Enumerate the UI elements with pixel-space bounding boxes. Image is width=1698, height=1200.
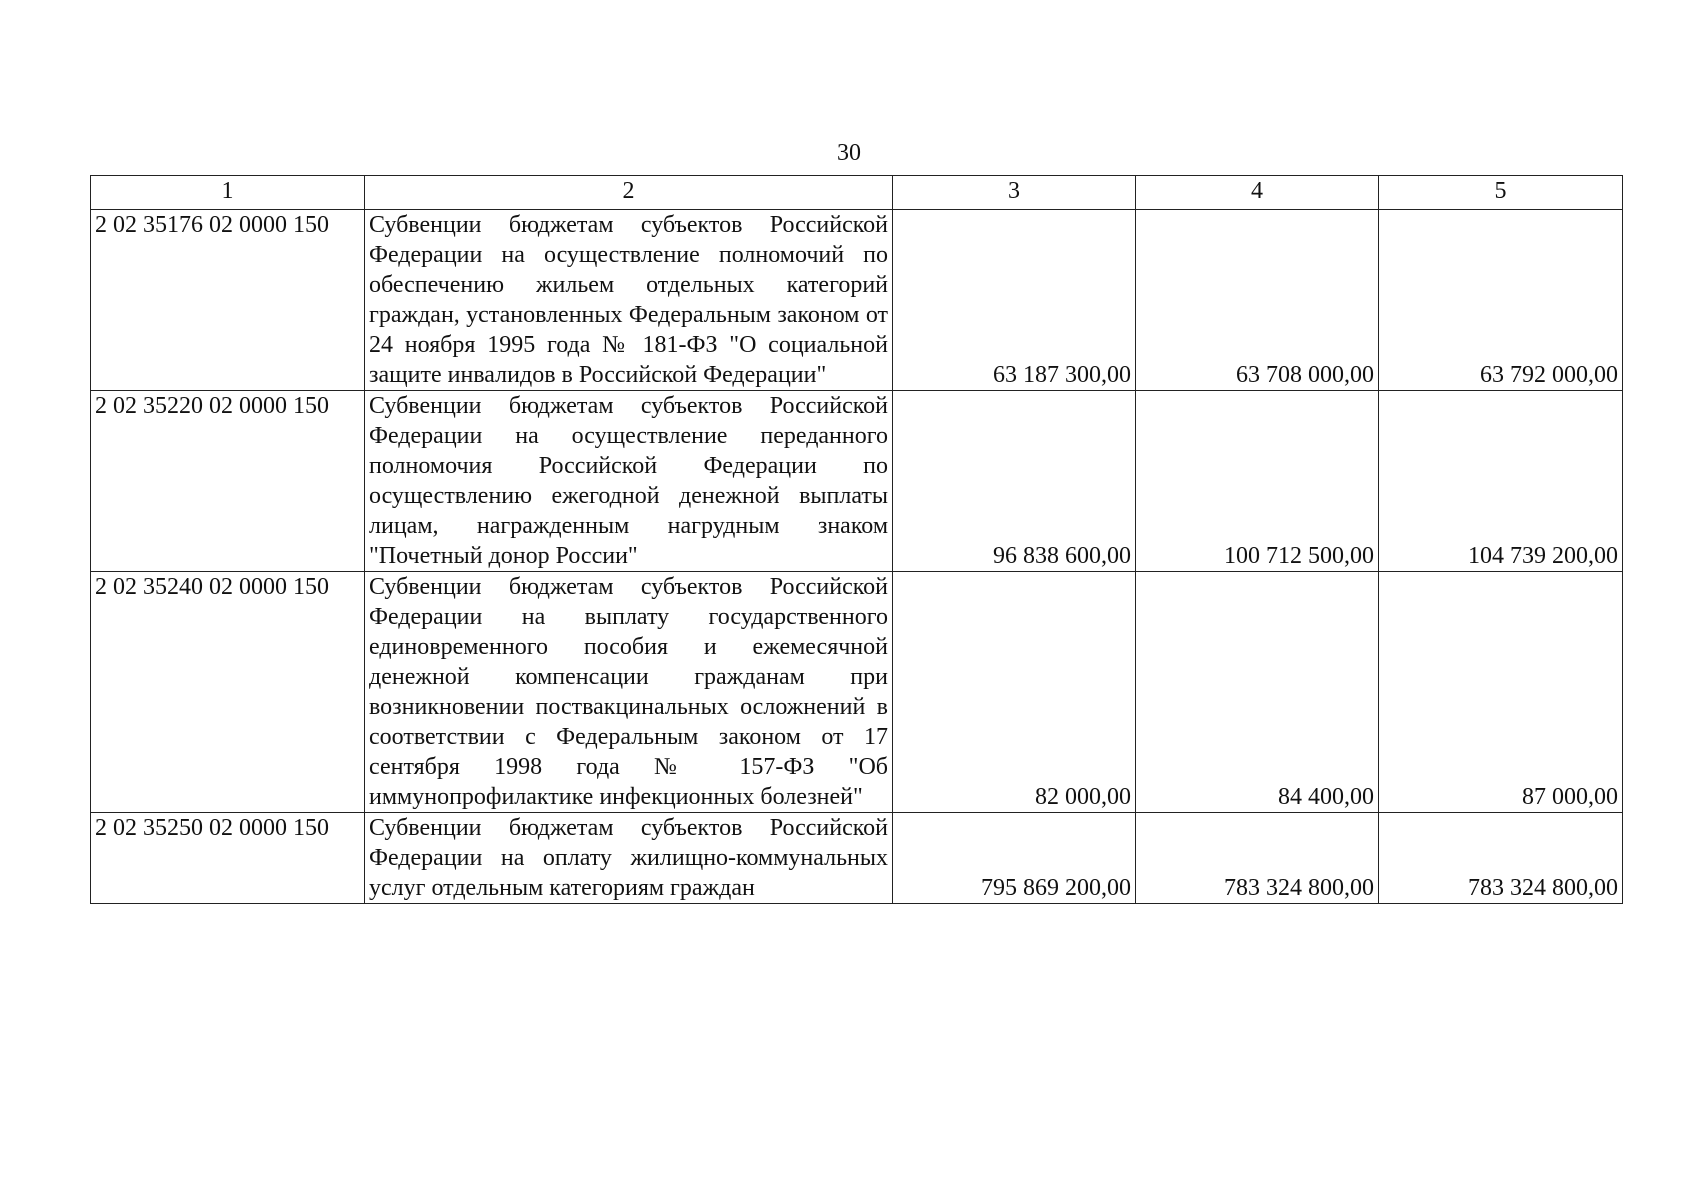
description-cell: Субвенции бюджетам субъектов Российской Федерации на осуществление полномочий по обеспечению жильем отдельных категорий граждан, установленных Федеральным законом от 24 ноября 1995 года № 181-ФЗ "О социальной защите инвалидов в Российской Федерации" bbox=[365, 210, 893, 391]
amount-col-5-cell: 104 739 200,00 bbox=[1379, 391, 1623, 572]
table-header-row bbox=[91, 176, 1623, 210]
amount-col-5-cell: 63 792 000,00 bbox=[1379, 210, 1623, 391]
column-header-3: 3 bbox=[893, 176, 1136, 210]
budget-code-cell: 2 02 35176 02 0000 150 bbox=[91, 210, 365, 391]
page-number: 30 bbox=[837, 140, 861, 166]
description-cell: Субвенции бюджетам субъектов Российской Федерации на осуществление переданного полномочия Российской Федерации по осуществлению ежегодной денежной выплаты лицам, награжденным нагрудным знаком "Почетный донор России" bbox=[365, 391, 893, 572]
table-row bbox=[91, 572, 1623, 813]
amount-col-5-cell: 87 000,00 bbox=[1379, 572, 1623, 813]
amount-col-3-cell: 63 187 300,00 bbox=[893, 210, 1136, 391]
description-cell: Субвенции бюджетам субъектов Российской Федерации на оплату жилищно-коммунальных услуг отдельным категориям граждан bbox=[365, 813, 893, 904]
table-row bbox=[91, 391, 1623, 572]
budget-code-cell: 2 02 35250 02 0000 150 bbox=[91, 813, 365, 904]
budget-code-cell: 2 02 35240 02 0000 150 bbox=[91, 572, 365, 813]
description-cell: Субвенции бюджетам субъектов Российской Федерации на выплату государственного единовременного пособия и ежемесячной денежной компенсации гражданам при возникновении поствакцинальных осложнений в соответствии с Федеральным законом от 17 сентября 1998 года № 157-ФЗ "Об иммунопрофилактике инфекционных болезней" bbox=[365, 572, 893, 813]
column-header-5: 5 bbox=[1379, 176, 1623, 210]
budget-table bbox=[90, 175, 1623, 904]
amount-col-5-cell: 783 324 800,00 bbox=[1379, 813, 1623, 904]
amount-col-4-cell: 783 324 800,00 bbox=[1136, 813, 1379, 904]
column-header-4: 4 bbox=[1136, 176, 1379, 210]
amount-col-4-cell: 100 712 500,00 bbox=[1136, 391, 1379, 572]
amount-col-3-cell: 795 869 200,00 bbox=[893, 813, 1136, 904]
column-header-2: 2 bbox=[365, 176, 893, 210]
column-header-1: 1 bbox=[91, 176, 365, 210]
budget-code-cell: 2 02 35220 02 0000 150 bbox=[91, 391, 365, 572]
amount-col-3-cell: 96 838 600,00 bbox=[893, 391, 1136, 572]
table-row bbox=[91, 210, 1623, 391]
table-row bbox=[91, 813, 1623, 904]
amount-col-4-cell: 84 400,00 bbox=[1136, 572, 1379, 813]
amount-col-3-cell: 82 000,00 bbox=[893, 572, 1136, 813]
amount-col-4-cell: 63 708 000,00 bbox=[1136, 210, 1379, 391]
